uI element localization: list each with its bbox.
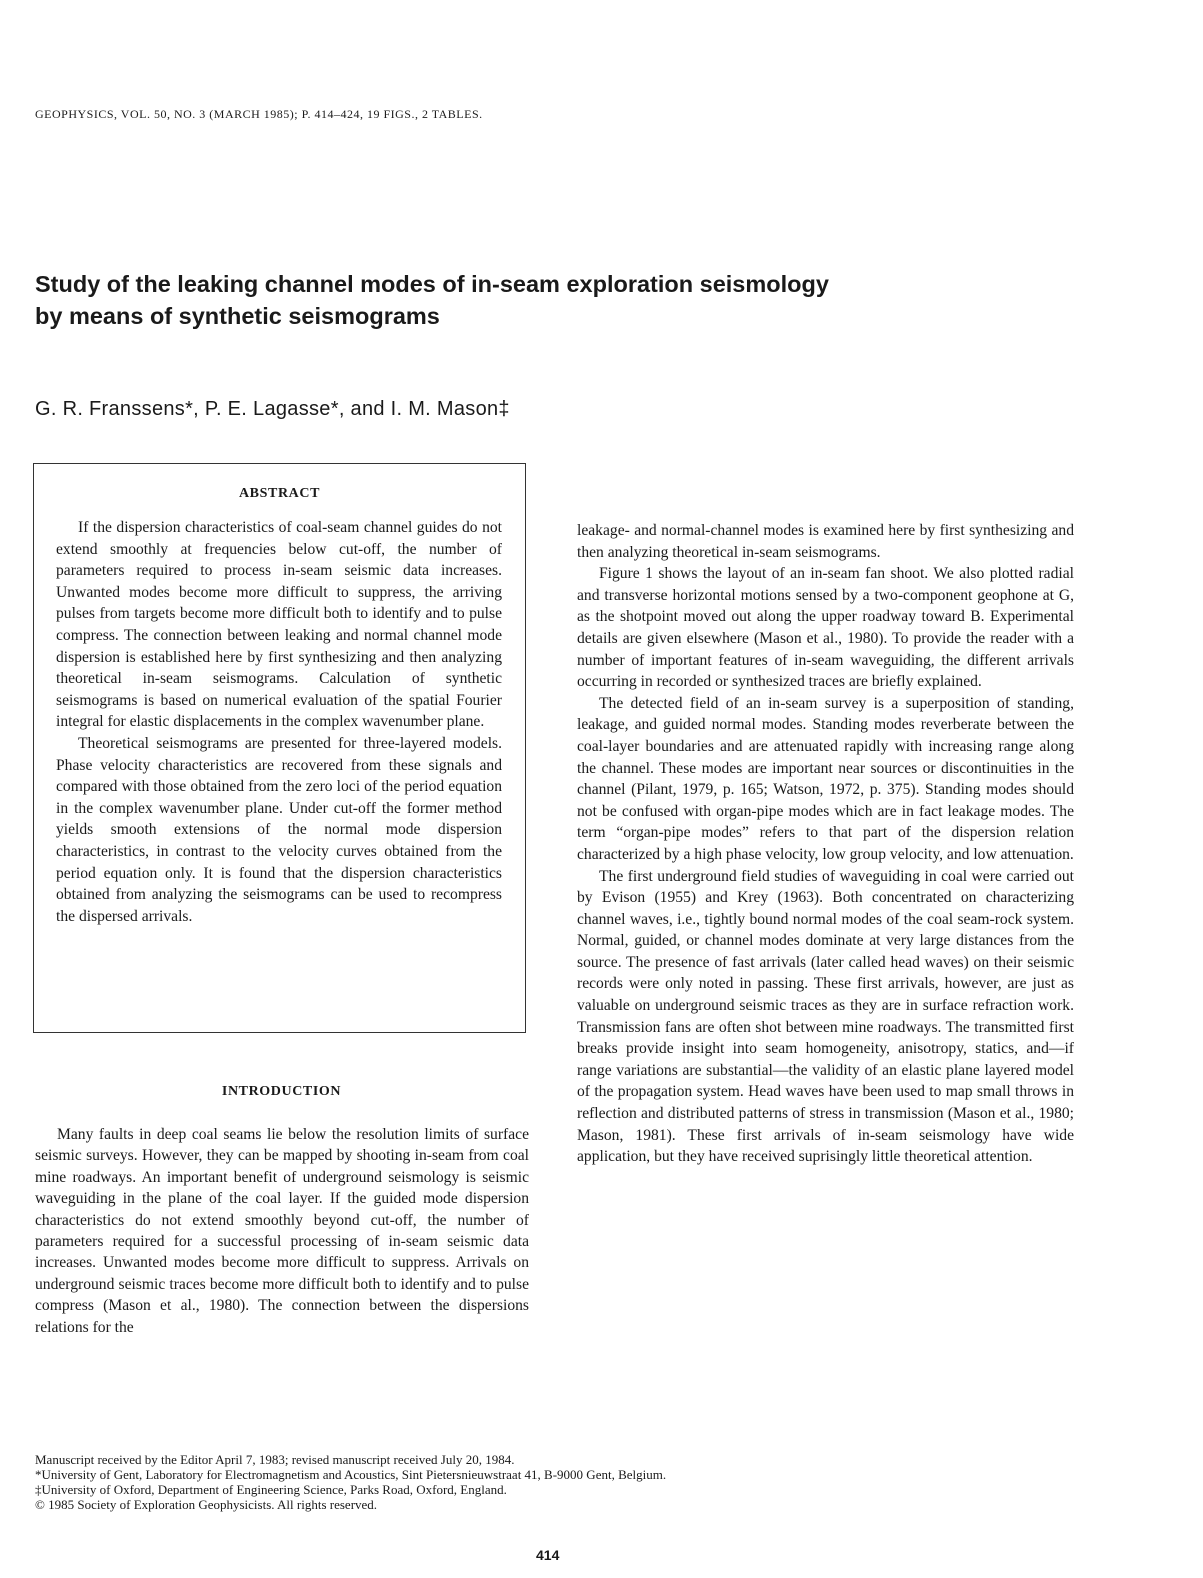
article-title (35, 268, 1035, 332)
abstract-body (56, 517, 502, 927)
footnotes (35, 1452, 1035, 1512)
introduction-paragraph: Many faults in deep coal seams lie below the resolution limits of surface seismic surveys. However, they can be mapped by shooting in-seam from coal mine roadways. An important benefit of underground seismology is seismic waveguiding in the plane of the coal layer. If the guided mode dispersion characteristics do not extend smoothly beyond cut-off, the number of parameters required for a successful processing of in-seam seismic data increases. Unwanted modes become more difficult to suppress. Arrivals on underground seismic traces become more difficult both to identify and to pulse compress (Mason et al., 1980). The connection between the dispersions relations for the (35, 1126, 529, 1336)
abstract-paragraph: Theoretical seismograms are presented for three-layered models. Phase velocity characteristics are recovered from these signals and compared with those obtained from the zero loci of the period equation in the complex wavenumber plane. Under cut-off the former method yields smooth extensions of the normal mode dispersion characteristics, in contrast to the velocity curves obtained from the period equation only. It is found that the dispersion characteristics obtained from analyzing the seismograms can be used to recompress the dispersed arrivals. (56, 734, 502, 925)
right-column (577, 520, 1074, 1168)
body-paragraph: The detected field of an in-seam survey is a superposition of standing, leakage, and guided normal modes. Standing modes reverberate between the coal-layer boundaries and are attenuated rapidly with increasing range along the channel. These modes are important near sources or discontinuities in the channel (Pilant, 1979, p. 165; Watson, 1972, p. 375). Standing modes should not be confused with organ-pipe modes which are in fact leakage modes. The term “organ-pipe modes” refers to that part of the dispersion relation characterized by a high phase velocity, low group velocity, and low attenuation. (577, 694, 1074, 863)
footnote-affiliation-gent: *University of Gent, Laboratory for Electromagnetism and Acoustics, Sint Pietersnieuwstraat 41, B-9000 Gent, Belgium. (35, 1467, 667, 1482)
footnote-manuscript: Manuscript received by the Editor April 7, 1983; revised manuscript received July 20, 1984. (35, 1452, 515, 1467)
abstract-box (33, 463, 526, 1033)
introduction-body (35, 1124, 529, 1338)
footnote-copyright: © 1985 Society of Exploration Geophysicists. All rights reserved. (35, 1497, 378, 1512)
title-line-1: Study of the leaking channel modes of in-seam exploration seismology (35, 271, 829, 297)
running-head: GEOPHYSICS, VOL. 50, NO. 3 (MARCH 1985); P. 414–424, 19 FIGS., 2 TABLES. (35, 107, 483, 121)
body-paragraph: The first underground field studies of waveguiding in coal were carried out by Evison (1955) and Krey (1963). Both concentrated on characterizing channel waves, i.e., tightly bound normal modes of the coal seam-rock system. Normal, guided, or channel modes dominate at very large distances from the source. The presence of fast arrivals (later called head waves) on their seismic records were only noted in passing. These first arrivals, however, are just as valuable on underground seismic traces as they are in surface refraction work. Transmission fans are often shot between mine roadways. The transmitted first breaks provide insight into seam homogeneity, anisotropy, statics, and—if range variations are substantial—the validity of an elastic plane layered model of the propagation system. Head waves have been used to map small throws in reflection and distributed patterns of stress in transmission (Mason et al., 1980; Mason, 1981). These first arrivals of in-seam seismology have wide application, but they have received suprisingly little theoretical attention. (577, 867, 1074, 1166)
body-paragraph: Figure 1 shows the layout of an in-seam fan shoot. We also plotted radial and transverse horizontal motions sensed by a two-component geophone at G, as the shotpoint moved out along the upper roadway toward B. Experimental details are given elsewhere (Mason et al., 1980). To provide the reader with a number of important features of in-seam waveguiding, the different arrivals occurring in recorded or synthesized traces are briefly explained. (577, 565, 1074, 691)
footnote-affiliation-oxford: ‡University of Oxford, Department of Engineering Science, Parks Road, Oxford, England. (35, 1482, 507, 1497)
page-number: 414 (536, 1547, 560, 1563)
author-list: G. R. Franssens*, P. E. Lagasse*, and I. M. Mason‡ (35, 398, 510, 420)
continued-paragraph: leakage- and normal-channel modes is examined here by first synthesizing and then analyzing theoretical in-seam seismograms. (577, 522, 1074, 561)
introduction-heading: INTRODUCTION (221, 1084, 342, 1099)
abstract-paragraph: If the dispersion characteristics of coal-seam channel guides do not extend smoothly at frequencies below cut-off, the number of parameters required to process in-seam seismic data increases. Unwanted modes become more difficult to suppress, the arriving pulses from targets become more difficult both to identify and to pulse compress. The connection between leaking and normal channel mode dispersion is established here by first synthesizing and then analyzing theoretical in-seam seismograms. Calculation of synthetic seismograms is based on numerical evaluation of the spatial Fourier integral for elastic displacements in the complex wavenumber plane. (56, 519, 502, 731)
title-line-2: by means of synthetic seismograms (35, 303, 440, 329)
abstract-heading: ABSTRACT (238, 486, 321, 501)
